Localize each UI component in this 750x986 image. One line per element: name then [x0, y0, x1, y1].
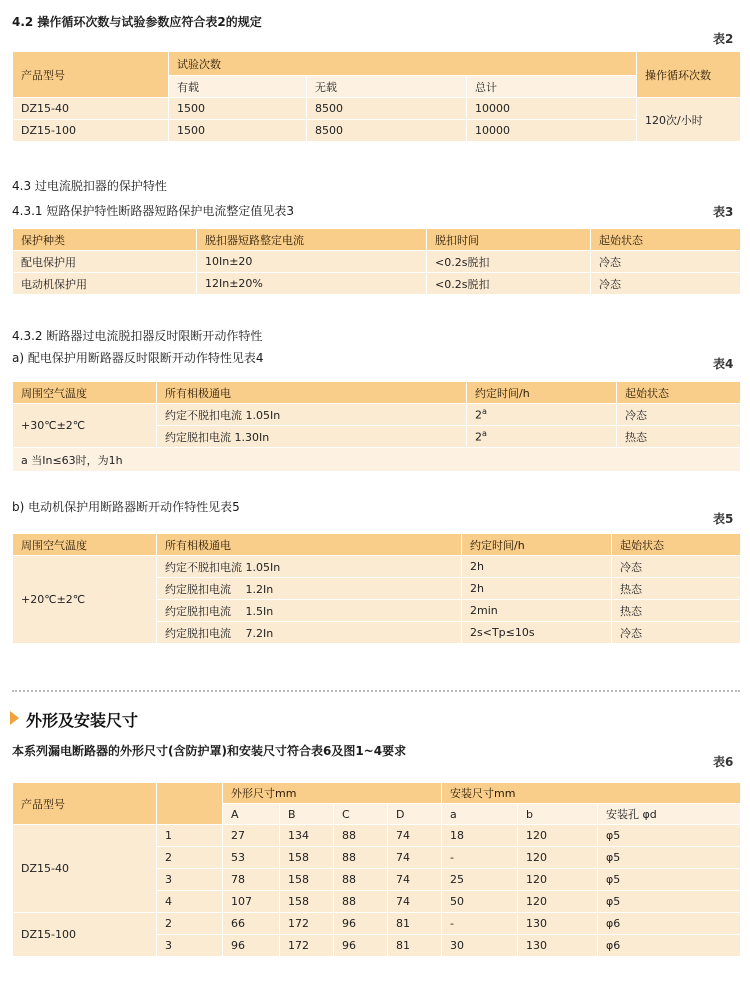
table-5-header-state: 起始状态	[612, 534, 741, 556]
table-3-header-state: 起始状态	[591, 229, 741, 251]
table-6-header-D: D	[388, 804, 442, 825]
table-cell: 冷态	[591, 273, 741, 295]
table-cell: 74	[388, 825, 442, 847]
section-4-3-1-heading: 4.3.1 短路保护特性断路器短路保护电流整定值见表3	[12, 204, 294, 218]
table-5-header-current: 所有相极通电	[157, 534, 462, 556]
table-cell: 81	[388, 913, 442, 935]
table-cell: 96	[334, 913, 388, 935]
table-5-header-temp: 周围空气温度	[13, 534, 157, 556]
table-cell: φ6	[598, 913, 741, 935]
table-5-temp-value: +20℃±2℃	[13, 556, 157, 644]
table-cell: 冷态	[612, 622, 741, 644]
table-cell: 158	[280, 869, 334, 891]
table-cell: 约定脱扣电流 1.5In	[157, 600, 462, 622]
table-row	[13, 825, 741, 847]
table-cell: 172	[280, 935, 334, 957]
table-4-header-time: 约定时间/h	[467, 382, 617, 404]
table-cell: 2h	[462, 578, 612, 600]
table-cell: 120	[518, 891, 598, 913]
table-6-header-install: 安装尺寸mm	[442, 783, 741, 804]
table-6-header-C: C	[334, 804, 388, 825]
table-cell: 8500	[307, 98, 467, 120]
table-row	[13, 404, 741, 426]
table-cell: 134	[280, 825, 334, 847]
table-cell: 120	[518, 825, 598, 847]
table-cell: φ5	[598, 825, 741, 847]
table-2-header-noload: 无载	[307, 76, 467, 98]
table-cell: 25	[442, 869, 518, 891]
table-cell: 10000	[467, 120, 637, 142]
table-2-header-model: 产品型号	[13, 52, 169, 98]
table-6-header-B: B	[280, 804, 334, 825]
section-4-3-2-b-heading: b) 电动机保护用断路器断开动作特性见表5	[12, 500, 240, 514]
table-cell: 热态	[612, 578, 741, 600]
table-cell: 18	[442, 825, 518, 847]
table-cell: 冷态	[612, 556, 741, 578]
table-2-rate-value: 120次/小时	[637, 98, 741, 142]
table-cell: 热态	[612, 600, 741, 622]
table-3-label: 表3	[713, 205, 734, 219]
table-cell: 172	[280, 913, 334, 935]
table-6-header-a: a	[442, 804, 518, 825]
table-3-header-time: 脱扣时间	[427, 229, 591, 251]
table-cell: 1	[157, 825, 223, 847]
table-cell: 158	[280, 847, 334, 869]
table-cell: 8500	[307, 120, 467, 142]
table-cell: 热态	[617, 426, 741, 448]
table-cell: 88	[334, 891, 388, 913]
time-value: 2	[475, 408, 482, 422]
table-cell: 4	[157, 891, 223, 913]
table-cell: 2h	[462, 556, 612, 578]
table-4-header-state: 起始状态	[617, 382, 741, 404]
table-cell: -	[442, 847, 518, 869]
table-3-header-type: 保护种类	[13, 229, 197, 251]
table-row	[13, 273, 741, 295]
table-cell: φ6	[598, 935, 741, 957]
table-6-label: 表6	[713, 755, 734, 769]
time-value: 2	[475, 430, 482, 444]
table-6-header-outline: 外形尺寸mm	[223, 783, 442, 804]
section-4-3-heading: 4.3 过电流脱扣器的保护特性	[12, 179, 167, 193]
table-cell: <0.2s脱扣	[427, 251, 591, 273]
table-cell: 电动机保护用	[13, 273, 197, 295]
table-cell	[467, 404, 617, 426]
table-cell: 120	[518, 869, 598, 891]
section-divider	[12, 690, 740, 692]
table-cell: 96	[334, 935, 388, 957]
table-cell: 1500	[169, 98, 307, 120]
section-4-3-2-a-heading: a) 配电保护用断路器反时限断开动作特性见表4	[12, 351, 264, 365]
table-6-model-dz15-100: DZ15-100	[13, 913, 157, 957]
table-cell: 30	[442, 935, 518, 957]
table-2-header-load: 有载	[169, 76, 307, 98]
table-cell: DZ15-100	[13, 120, 169, 142]
table-cell: 158	[280, 891, 334, 913]
table-6-header-A: A	[223, 804, 280, 825]
table-cell: φ5	[598, 869, 741, 891]
triangle-bullet-icon	[10, 711, 19, 725]
table-cell: 冷态	[591, 251, 741, 273]
table-2-label: 表2	[713, 32, 734, 46]
table-cell: 66	[223, 913, 280, 935]
table-5	[12, 533, 741, 644]
table-cell: 12In±20%	[197, 273, 427, 295]
section-4-3-2-heading: 4.3.2 断路器过电流脱扣器反时限断开动作特性	[12, 329, 263, 343]
table-cell: 约定不脱扣电流 1.05In	[157, 556, 462, 578]
table-cell: 配电保护用	[13, 251, 197, 273]
table-5-header-time: 约定时间/h	[462, 534, 612, 556]
table-2-header-tests: 试验次数	[169, 52, 637, 76]
table-row	[13, 913, 741, 935]
table-row	[13, 98, 741, 120]
table-4-header-temp: 周围空气温度	[13, 382, 157, 404]
table-cell: <0.2s脱扣	[427, 273, 591, 295]
table-cell: 81	[388, 935, 442, 957]
table-cell: 74	[388, 869, 442, 891]
table-cell: φ5	[598, 847, 741, 869]
table-6-header-index	[157, 783, 223, 825]
table-row	[13, 556, 741, 578]
table-6-header-b: b	[518, 804, 598, 825]
table-cell: 78	[223, 869, 280, 891]
table-3-header-current: 脱扣器短路整定电流	[197, 229, 427, 251]
table-4-footnote: a 当In≤63时，为1h	[13, 448, 741, 472]
table-4	[12, 381, 741, 472]
section-title: 外形及安装尺寸	[26, 711, 139, 730]
table-2-header-total: 总计	[467, 76, 637, 98]
section-4-2-heading: 4.2 操作循环次数与试验参数应符合表2的规定	[12, 15, 262, 29]
table-2-header-rate: 操作循环次数	[637, 52, 741, 98]
table-cell: 约定脱扣电流 7.2In	[157, 622, 462, 644]
table-cell: -	[442, 913, 518, 935]
table-6-model-dz15-40: DZ15-40	[13, 825, 157, 913]
table-cell: 3	[157, 935, 223, 957]
table-cell: 88	[334, 869, 388, 891]
table-cell: 约定不脱扣电流 1.05In	[157, 404, 467, 426]
table-4-temp-value: +30℃±2℃	[13, 404, 157, 448]
table-cell: 74	[388, 847, 442, 869]
table-cell: 88	[334, 847, 388, 869]
table-6-header-hole: 安装孔 φd	[598, 804, 741, 825]
footnote-mark: a	[482, 429, 487, 439]
table-cell: 74	[388, 891, 442, 913]
table-5-label: 表5	[713, 512, 734, 526]
table-cell: 96	[223, 935, 280, 957]
table-cell: DZ15-40	[13, 98, 169, 120]
table-6	[12, 782, 741, 957]
table-cell: 2s<Tp≤10s	[462, 622, 612, 644]
table-cell: 53	[223, 847, 280, 869]
table-cell: 88	[334, 825, 388, 847]
table-cell: 107	[223, 891, 280, 913]
table-2	[12, 51, 741, 142]
table-cell: 130	[518, 913, 598, 935]
table-cell: 10In±20	[197, 251, 427, 273]
table-cell: 约定脱扣电流 1.30In	[157, 426, 467, 448]
table-cell: φ5	[598, 891, 741, 913]
footnote-mark: a	[482, 407, 487, 417]
table-3	[12, 228, 741, 295]
table-row	[13, 251, 741, 273]
table-cell: 2min	[462, 600, 612, 622]
table-cell	[467, 426, 617, 448]
table-cell: 27	[223, 825, 280, 847]
table-cell: 120	[518, 847, 598, 869]
table-cell: 2	[157, 847, 223, 869]
table-cell: 3	[157, 869, 223, 891]
dimensions-description: 本系列漏电断路器的外形尺寸(含防护罩)和安装尺寸符合表6及图1~4要求	[12, 744, 407, 758]
table-6-header-model: 产品型号	[13, 783, 157, 825]
table-cell: 1500	[169, 120, 307, 142]
table-4-header-current: 所有相极通电	[157, 382, 467, 404]
table-cell: 2	[157, 913, 223, 935]
table-row	[13, 120, 741, 142]
table-4-label: 表4	[713, 357, 734, 371]
table-cell: 约定脱扣电流 1.2In	[157, 578, 462, 600]
table-cell: 130	[518, 935, 598, 957]
table-cell: 10000	[467, 98, 637, 120]
table-cell: 50	[442, 891, 518, 913]
table-cell: 冷态	[617, 404, 741, 426]
